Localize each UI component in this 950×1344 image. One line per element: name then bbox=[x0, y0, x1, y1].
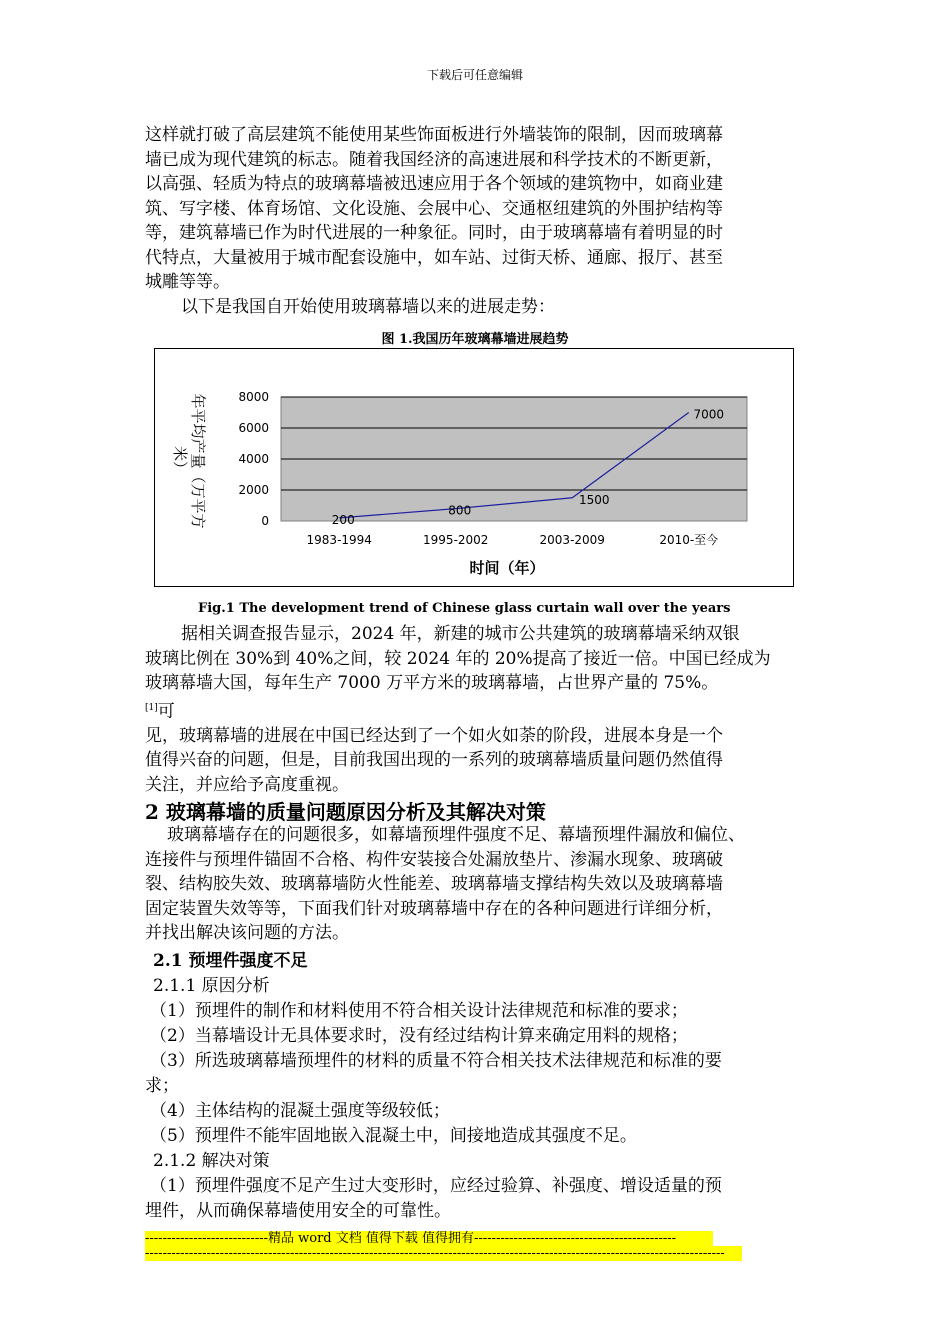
footer-banner: ----------------------------精品 word 文档 值得下载 值得拥有---------------------------------------------- bbox=[145, 1231, 713, 1246]
text-line: 以下是我国自开始使用玻璃幕墙以来的进展走势： bbox=[181, 296, 555, 317]
y-tick-label: 0 bbox=[261, 514, 269, 528]
data-label: 800 bbox=[448, 503, 472, 518]
data-label: 200 bbox=[331, 512, 355, 527]
figure-title: 图 1.我国历年玻璃幕墙进展趋势 bbox=[381, 332, 569, 347]
line-chart bbox=[155, 349, 793, 586]
x-tick-label: 2010-至今 bbox=[659, 533, 719, 547]
text-line: 并找出解决该问题的方法。 bbox=[145, 923, 349, 943]
x-axis-ticks bbox=[307, 532, 719, 547]
text-line: 值得兴奋的问题，但是，目前我国出现的一系列的玻璃幕墙质量问题仍然值得 bbox=[145, 750, 723, 771]
text-line: 玻璃比例在 30%到 40%之间，较 2024 年的 20%提高了接近一倍。中国已经成为 bbox=[145, 648, 771, 669]
x-tick-label: 1983-1994 bbox=[306, 533, 372, 547]
page-header: 下载后可任意编辑 bbox=[426, 68, 523, 82]
text-line: 等，建筑幕墙已作为时代进展的一种象征。同时，由于玻璃幕墙有着明显的时 bbox=[145, 223, 723, 243]
text-line: 城雕等等。 bbox=[145, 272, 230, 292]
text-line: 据相关调查报告显示，2024 年，新建的城市公共建筑的玻璃幕墙采纳双银 bbox=[181, 624, 740, 644]
text-line: 固定装置失效等等，下面我们针对玻璃幕墙中存在的各种问题进行详细分析， bbox=[145, 898, 723, 919]
cause-item: （3）所选玻璃幕墙预埋件的材料的质量不符合相关技术法律规范和标准的要 bbox=[150, 1051, 722, 1071]
y-tick-label: 2000 bbox=[238, 483, 269, 497]
text-line: 裂、结构胶失效、玻璃幕墙防火性能差、玻璃幕墙支撑结构失效以及玻璃幕墙 bbox=[145, 874, 723, 894]
section-paragraph bbox=[145, 823, 810, 946]
y-tick-label: 4000 bbox=[238, 452, 269, 466]
text-line: 筑、写字楼、体育场馆、文化设施、会展中心、交通枢纽建筑的外围护结构等 bbox=[145, 198, 723, 219]
subsection-heading: 2.1 预埋件强度不足 bbox=[153, 951, 308, 971]
solution-item: （1）预埋件强度不足产生过大变形时，应经过验算、补强度、增设适量的预 bbox=[150, 1176, 722, 1196]
x-axis-label: 时间（年） bbox=[469, 559, 545, 577]
data-label: 1500 bbox=[578, 492, 610, 507]
citation-ref: [1] bbox=[145, 702, 158, 713]
cause-item: （2）当幕墙设计无具体要求时，没有经过结构计算来确定用料的规格； bbox=[150, 1026, 688, 1046]
cause-item: （5）预埋件不能牢固地嵌入混凝土中，间接地造成其强度不足。 bbox=[150, 1126, 637, 1146]
y-axis-label: 年平均产量（万平方 bbox=[189, 393, 207, 529]
text-line: 见，玻璃幕墙的进展在中国已经达到了一个如火如荼的阶段，进展本身是一个 bbox=[145, 725, 723, 746]
text-line: 玻璃幕墙存在的问题很多，如幕墙预埋件强度不足、幕墙预埋件漏放和偏位、 bbox=[167, 825, 745, 845]
x-tick-label: 2003-2009 bbox=[539, 533, 605, 547]
text-line: 这样就打破了高层建筑不能使用某些饰面板进行外墙装饰的限制，因而玻璃幕 bbox=[145, 125, 723, 145]
footer-dashes: ------------------------------------------------------------------------------------------------------------------------------------ bbox=[145, 1246, 742, 1261]
y-axis-ticks bbox=[238, 390, 269, 528]
solution-item: 埋件，从而确保幕墙使用安全的可靠性。 bbox=[145, 1201, 451, 1221]
text-line: 连接件与预埋件锚固不合格、构件安装接合处漏放垫片、渗漏水现象、玻璃破 bbox=[145, 849, 723, 870]
intro-paragraph bbox=[145, 123, 810, 319]
y-tick-label: 8000 bbox=[238, 390, 269, 404]
cause-item: （1）预埋件的制作和材料使用不符合相关设计法律规范和标准的要求； bbox=[150, 1001, 688, 1021]
text-line: 墙已成为现代建筑的标志。随着我国经济的高速进展和科学技术的不断更新， bbox=[145, 149, 723, 170]
statistics-paragraph bbox=[145, 622, 810, 797]
x-tick-label: 1995-2002 bbox=[423, 533, 489, 547]
text-line: 以高强、轻质为特点的玻璃幕墙被迅速应用于各个领域的建筑物中，如商业建 bbox=[145, 174, 723, 194]
text-line: 代特点，大量被用于城市配套设施中，如车站、过街天桥、通廊、报厅、甚至 bbox=[145, 247, 723, 268]
subsubsection-heading: 2.1.1 原因分析 bbox=[153, 976, 270, 996]
y-tick-label: 6000 bbox=[238, 421, 269, 435]
y-axis-label: 米） bbox=[171, 445, 189, 477]
text-line bbox=[145, 696, 810, 724]
text-line: 玻璃幕墙大国，每年生产 7000 万平方米的玻璃幕墙，占世界产量的 75%。 bbox=[145, 673, 719, 693]
cause-item: （4）主体结构的混凝土强度等级较低； bbox=[150, 1101, 450, 1121]
data-label: 7000 bbox=[693, 407, 725, 422]
chart-frame bbox=[154, 348, 794, 587]
cause-item: 求； bbox=[145, 1076, 179, 1096]
figure-caption: Fig.1 The development trend of Chinese glass curtain wall over the years bbox=[198, 601, 731, 616]
section-heading: 2 玻璃幕墙的质量问题原因分析及其解决对策 bbox=[145, 800, 546, 824]
text-fragment: 可 bbox=[157, 701, 175, 722]
text-line: 关注，并应给予高度重视。 bbox=[145, 774, 349, 795]
subsubsection-heading: 2.1.2 解决对策 bbox=[153, 1151, 270, 1171]
